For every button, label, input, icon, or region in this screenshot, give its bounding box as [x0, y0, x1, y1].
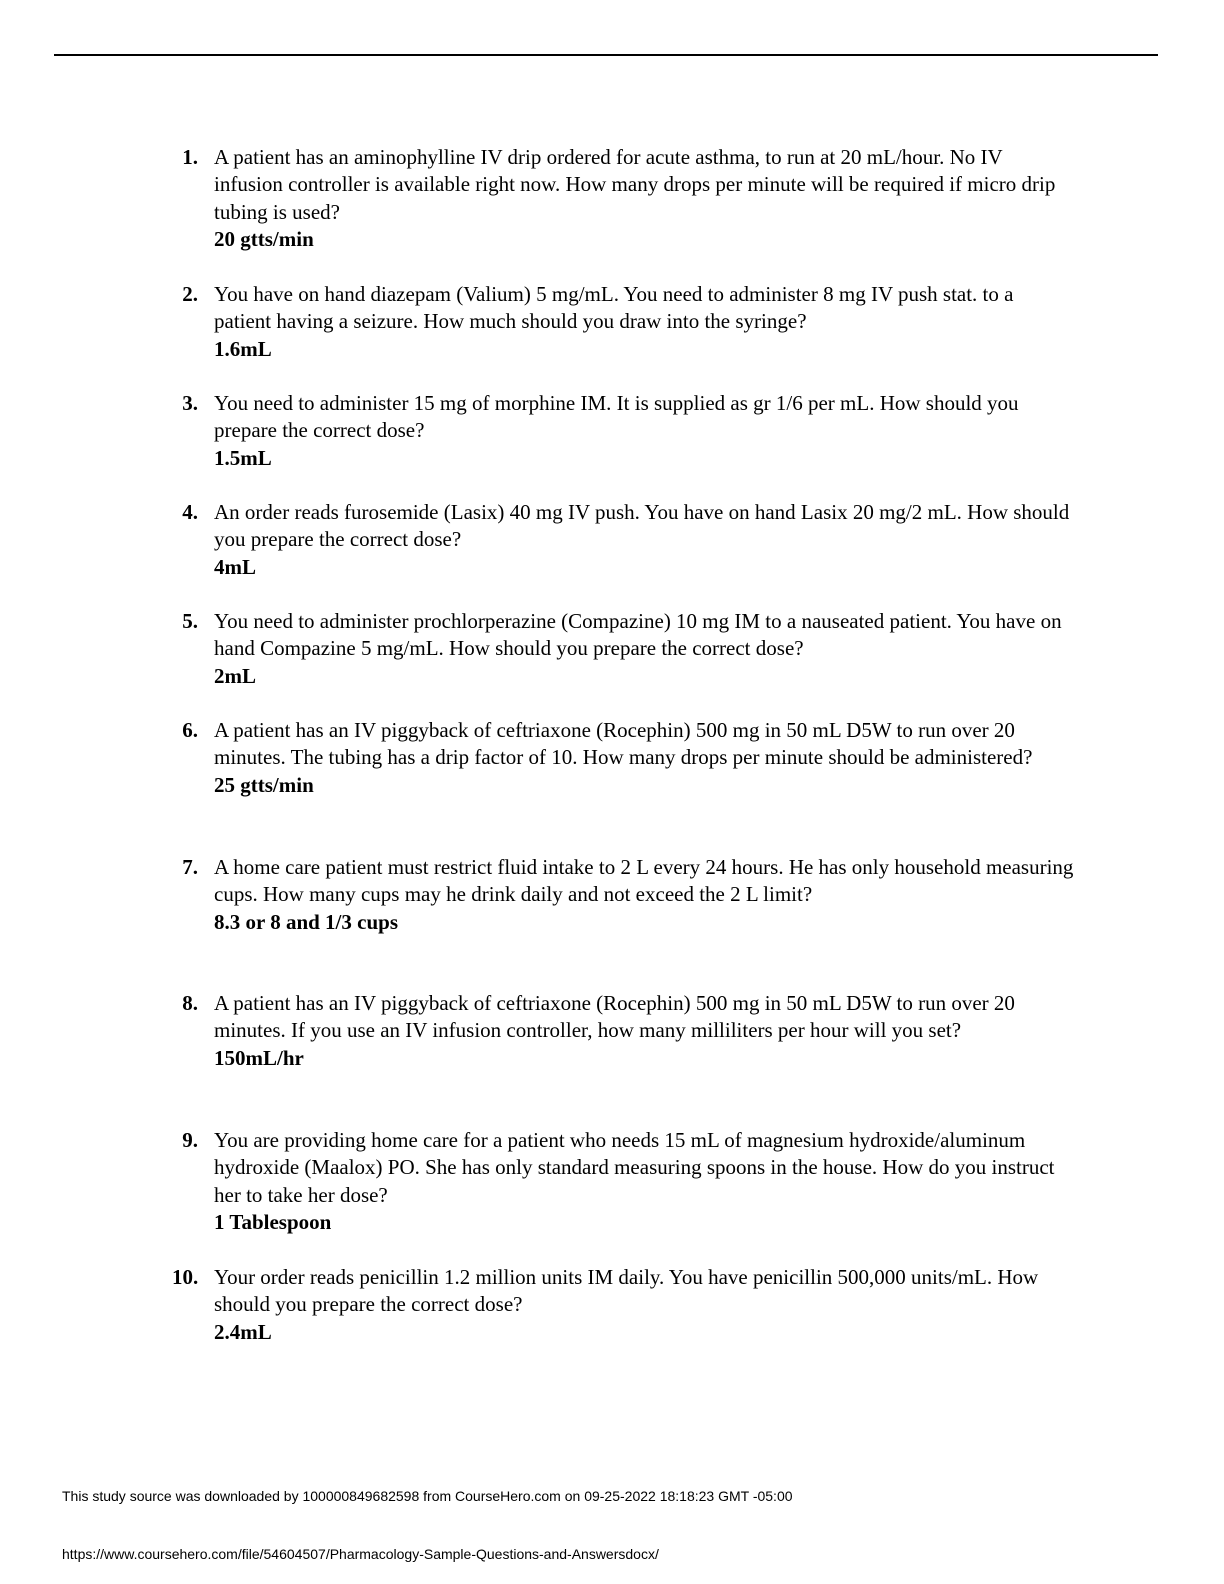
question-number: 2.: [182, 282, 198, 306]
question-text: A patient has an IV piggyback of ceftriaxone (Rocephin) 500 mg in 50 mL D5W to run over 20 minutes. The tubing has a drip factor of 10. How many drops per minute should be administered?: [214, 718, 1033, 770]
footer-url-link[interactable]: https://www.coursehero.com/file/54604507/Pharmacology-Sample-Questions-and-Answersdocx/: [62, 1546, 659, 1562]
question-text: You are providing home care for a patient who needs 15 mL of magnesium hydroxide/aluminum hydroxide (Maalox) PO. She has only standard measuring spoons in the house. How do you instruct her to take her dose?: [214, 1128, 1055, 1207]
question-body: [214, 1127, 1074, 1236]
question-text: A patient has an IV piggyback of ceftriaxone (Rocephin) 500 mg in 50 mL D5W to run over 20 minutes. If you use an IV infusion controller, how many milliliters per hour will you set?: [214, 991, 1015, 1043]
question-answer: 20 gtts/min: [214, 226, 314, 251]
question-text: You need to administer prochlorperazine (Compazine) 10 mg IM to a nauseated patient. You have on hand Compazine 5 mg/mL. How should you prepare the correct dose?: [214, 609, 1062, 661]
question-answer: 1 Tablespoon: [214, 1209, 332, 1234]
question-number: 1.: [182, 145, 198, 169]
question-answer: 4mL: [214, 554, 256, 579]
question-text: You have on hand diazepam (Valium) 5 mg/mL. You need to administer 8 mg IV push stat. to a patient having a seizure. How much should you draw into the syringe?: [214, 282, 1014, 334]
question-body: [214, 854, 1074, 936]
question-text: Your order reads penicillin 1.2 million units IM daily. You have penicillin 500,000 units/mL. How should you prepare the correct dose?: [214, 1265, 1039, 1317]
question-body: [214, 1264, 1074, 1346]
question-body: [214, 390, 1074, 472]
question-number: 5.: [182, 609, 198, 633]
question-answer: 2mL: [214, 663, 256, 688]
question-text: A patient has an aminophylline IV drip ordered for acute asthma, to run at 20 mL/hour. No IV infusion controller is available right now. How many drops per minute will be required if micro drip tubing is used?: [214, 145, 1056, 224]
question-body: [214, 144, 1074, 253]
footer-download-note: This study source was downloaded by 100000849682598 from CourseHero.com on 09-25-2022 18:18:23 GMT -05:00: [62, 1488, 793, 1504]
question-number: 6.: [182, 718, 198, 742]
question-answer: 1.5mL: [214, 445, 272, 470]
question-answer: 1.6mL: [214, 336, 272, 361]
question-body: [214, 990, 1074, 1072]
question-body: [214, 608, 1074, 690]
question-body: [214, 717, 1074, 799]
question-number: 9.: [182, 1128, 198, 1152]
question-text: A home care patient must restrict fluid intake to 2 L every 24 hours. He has only household measuring cups. How many cups may he drink daily and not exceed the 2 L limit?: [214, 855, 1074, 907]
question-number: 10.: [172, 1265, 199, 1289]
question-number: 4.: [182, 500, 198, 524]
question-answer: 8.3 or 8 and 1/3 cups: [214, 909, 398, 934]
top-divider: [54, 54, 1158, 56]
question-body: [214, 281, 1074, 363]
question-answer: 150mL/hr: [214, 1045, 304, 1070]
question-body: [214, 499, 1074, 581]
question-text: An order reads furosemide (Lasix) 40 mg IV push. You have on hand Lasix 20 mg/2 mL. How should you prepare the correct dose?: [214, 500, 1070, 552]
question-number: 8.: [182, 991, 198, 1015]
question-text: You need to administer 15 mg of morphine IM. It is supplied as gr 1/6 per mL. How should you prepare the correct dose?: [214, 391, 1019, 443]
question-number: 3.: [182, 391, 198, 415]
question-answer: 2.4mL: [214, 1319, 272, 1344]
question-number: 7.: [182, 855, 198, 879]
question-answer: 25 gtts/min: [214, 772, 314, 797]
